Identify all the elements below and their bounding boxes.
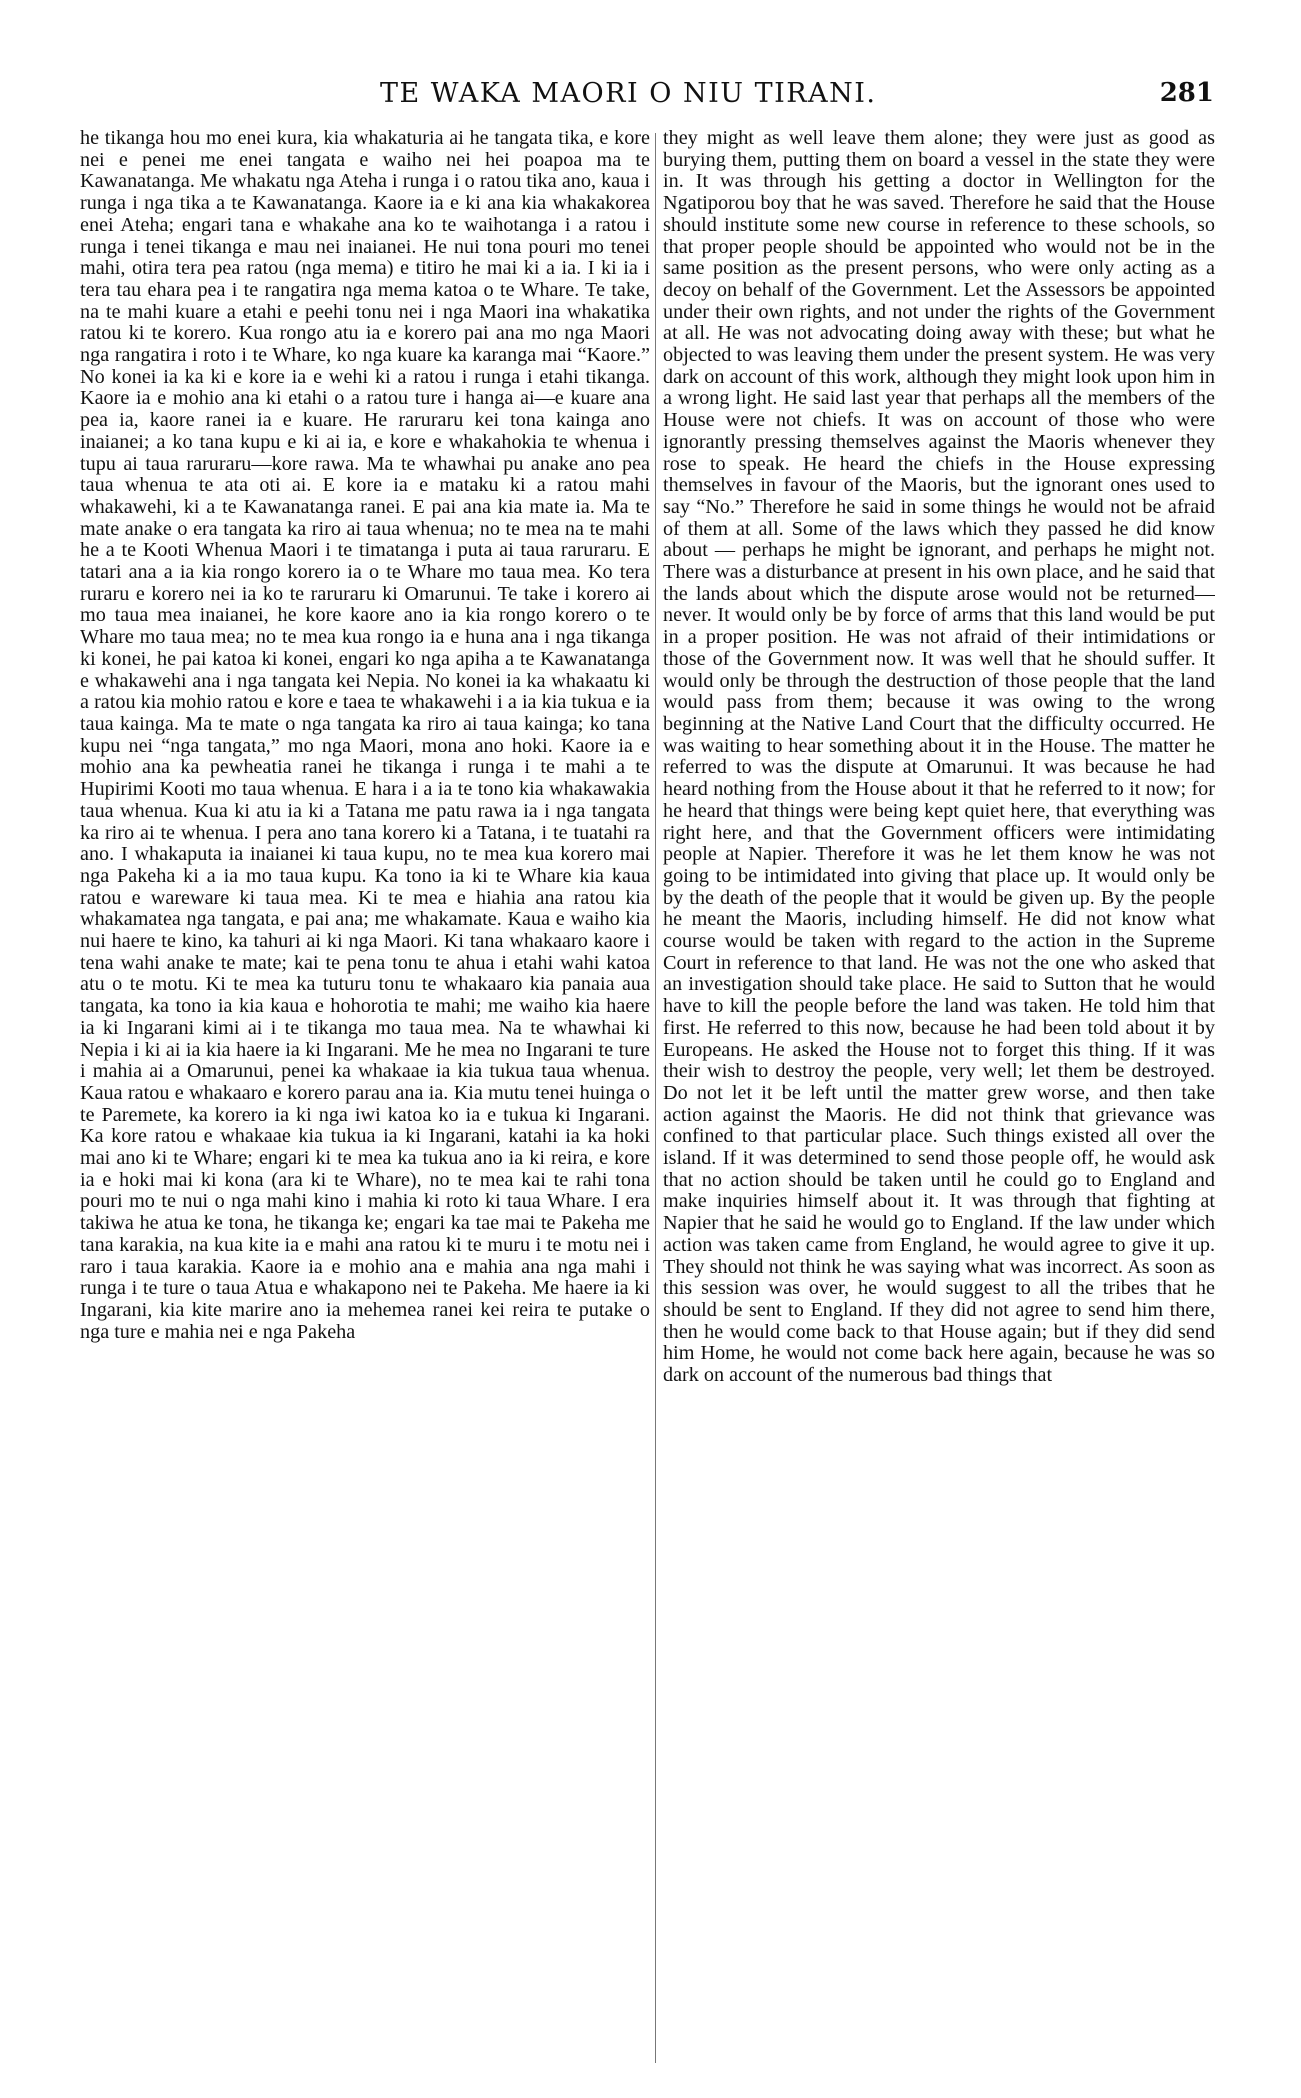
english-text-column: [663, 128, 1215, 2078]
newspaper-title: TE WAKA MAORI O NIU TIRANI.: [380, 78, 877, 109]
maori-text-column: [80, 128, 650, 2078]
maori-paragraph: he tikanga hou mo enei kura, kia whakaturia ai he tangata tika, e kore nei e penei me enei tangata e waiho nei hei poapoa ma te Kawanatanga. Me whakatu nga Ateha i runga i o ratou tika ano, kaua i runga i nga tika a te Kawanatanga. Kaore ia e ki ana kia whakakorea enei Ateha; engari tana e whakahe ana ko te waihotanga i a ratou i runga i tenei tikanga e mau nei inaianei. He nui tona pouri mo tenei mahi, otira tera pea ratou (nga mema) e titiro he mai ki a ia. I ki ia i tera tau ehara pea i te rangatira nga mema katoa o te Whare. Te take, na te mahi kuare a etahi e peehi tonu nei i nga Maori ina whakatika ratou ki te korero. Kua rongo atu ia e korero pai ana mo nga Maori nga rangatira i roto i te Whare, ko nga kuare ka karanga mai “Kaore.” No konei ia ka ki e kore ia e wehi ki a ratou i runga i etahi tikanga. Kaore ia e mohio ana ki etahi o a ratou ture i hanga ai—e kuare ana pea ia, kaore ranei ia e kuare. He raruraru kei tona kainga ano inaianei; a ko tana kupu e ki ai ia, e kore e whakahokia te whenua i tupu ai taua raruraru—kore rawa. Ma te whawhai pu anake ano pea taua whenua te ata oti ai. E kore ia e mataku ki a ratou mahi whakawehi, ki a te Kawanatanga ranei. E pai ana kia mate ia. Ma te mate anake o era tangata ka riro ai taua whenua; no te mea na te mahi he a te Kooti Whenua Maori i te timatanga i puta ai taua raruraru. E tatari ana a ia kia rongo korero ia o te Whare mo taua mea. Ko tera ruraru e korero nei ia ko te raruraru ki Omarunui. Te take i korero ai mo taua mea inaianei, he kore kaore ano ia kia rongo korero o te Whare mo taua mea; no te mea kua rongo ia e huna ana i nga tikanga ki konei, he pai katoa ki konei, engari ko nga apiha a te Kawanatanga e whakawehi ana i nga tangata kei Nepia. No konei ia ka whakaatu ki a ratou kia mohio ratou e kore e taea te whakawehi i a ia kia tukua e ia taua kainga. Ma te mate o nga tangata ka riro ai taua kainga; ko tana kupu nei “nga tangata,” mo nga Maori, mona ano hoki. Kaore ia e mohio ana ka pewheatia ranei he tikanga i runga i te mahi a te Hupirimi Kooti mo taua whenua. E hara i a ia te tono kia whakawakia taua whenua. Kua ki atu ia ki a Tatana me patu rawa ia i nga tangata ka riro ai te whenua. I pera ano tana korero ki a Tatana, i te tuatahi ra ano. I whakaputa ia inaianei ki taua kupu, no te mea kua korero mai nga Pakeha ki a ia mo taua kupu. Ka tono ia ki te Whare kia kaua ratou e wareware ki taua mea. Ki te mea e hiahia ana ratou kia whakamatea nga tangata, e pai ana; me whakamate. Kaua e waiho kia nui haere te kino, ka tahuri ai ki nga Maori. Ki tana whakaaro kaore i tena wahi anake te mate; kai te pena tonu te ahua i etahi wahi katoa atu o te motu. Ki te mea ka tuturu tonu te whakaaro kia panaia aua tangata, ka tono ia kia kaua e hohorotia te mahi; me waiho kia haere ia ki Ingarani kimi ai i te tikanga mo taua mea. Na te whawhai ki Nepia i ki ai ia kia haere ia ki Ingarani. Me he mea no Ingarani te ture i mahia ai a Omarunui, penei ka whakaae ia kia tukua taua whenua. Kaua ratou e whakaaro e korero parau ana ia. Kia mutu tenei huinga o te Paremete, ka korero ia ki nga iwi katoa ko ia e tukua ki Ingarani. Ka kore ratou e whakaae kia tukua ia ki Ingarani, katahi ia ka hoki mai ano ki te Whare; engari ki te mea ka tukua ano ia ki reira, e kore ia e hoki mai ki kona (ara ki te Whare), no te mea kai te rahi tona pouri mo te nui o nga mahi kino i mahia ki roto ki taua Whare. I era takiwa he atua ke tona, he tikanga ke; engari ka tae mai te Pakeha me tana karakia, na kua kite ia e mahi ana ratou ki te muru i te motu nei i raro i taua karakia. Kaore ia e mohio ana e mahia ana nga mahi i runga i te ture o taua Atua e whakapono nei te Pakeha. Me haere ia ki Ingarani, kia kite marire ano ia mehemea ranei kei reira te putake o nga ture e mahia nei e nga Pakeha: [80, 128, 650, 1343]
page-number: 281: [1159, 78, 1214, 108]
page-header: [0, 78, 1301, 118]
column-divider: [655, 133, 656, 2063]
english-paragraph: they might as well leave them alone; they were just as good as burying them, putting them on board a vessel in the state they were in. It was through his getting a doctor in Wellington for the Ngatiporou boy that he was saved. Therefore he said that the House should institute some new course in reference to these schools, so that proper people should be appointed who would not be in the same position as the present persons, who were only acting as a decoy on behalf of the Government. Let the Assessors be appointed under their own rights, and not under the rights of the Government at all. He was not advocating doing away with these; but what he objected to was leaving them under the present system. He was very dark on account of this work, although they might look upon him in a wrong light. He said last year that perhaps all the members of the House were not chiefs. It was on account of those who were ignorantly pressing themselves against the Maoris whenever they rose to speak. He heard the chiefs in the House expressing themselves in favour of the Maoris, but the ignorant ones used to say “No.” Therefore he said in some things he would not be afraid of them at all. Some of the laws which they passed he did know about — perhaps he might be ignorant, and perhaps he might not. There was a disturbance at present in his own place, and he said that the lands about which the dispute arose would not be returned—never. It would only be by force of arms that this land would be put in a proper position. He was not afraid of their intimidations or those of the Government now. It was well that he should suffer. It would only be through the destruction of those people that the land would pass from them; because it was owing to the wrong beginning at the Native Land Court that the difficulty occurred. He was waiting to hear something about it in the House. The matter he referred to was the dispute at Omarunui. It was because he had heard nothing from the House about it that he referred to it now; for he heard that things were being kept quiet here, that everything was right here, and that the Government officers were intimidating people at Napier. Therefore it was he let them know he was not going to be intimidated into giving that place up. It would only be by the death of the people that it would be given up. By the people he meant the Maoris, including himself. He did not know what course would be taken with regard to the action in the Supreme Court in reference to that land. He was not the one who asked that an investigation should take place. He said to Sutton that he would have to kill the people before the land was taken. He told him that first. He referred to this now, because he had been told about it by Europeans. He asked the House not to forget this thing. If it was their wish to destroy the people, very well; let them be destroyed. Do not let it be left until the matter grew worse, and then take action against the Maoris. He did not think that grievance was confined to that particular place. Such things existed all over the island. If it was determined to send those people off, he would ask that no action should be taken until he could go to England and make inquiries himself about it. It was through that fighting at Napier that he said he would go to England. If the law under which action was taken came from England, he would agree to give it up. They should not think he was saying what was incorrect. As soon as this session was over, he would suggest to all the tribes that he should be sent to England. If they did not agree to send him there, then he would come back to that House again; but if they did send him Home, he would not come back here again, because he was so dark on account of the numerous bad things that: [663, 128, 1215, 1387]
